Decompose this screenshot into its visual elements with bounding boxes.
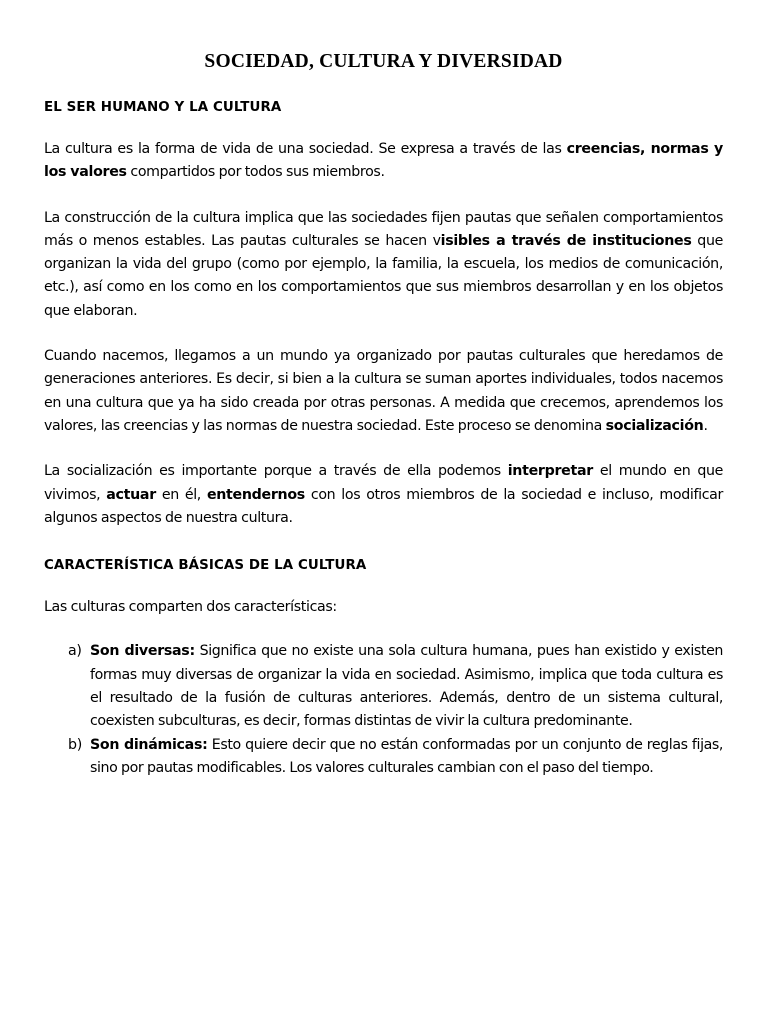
section-heading-caracteristicas: CARACTERÍSTICA BÁSICAS DE LA CULTURA bbox=[44, 558, 367, 574]
text-run: con los otros miembros de la sociedad e incluso, modificar algunos aspectos de nuestra cultura. bbox=[44, 486, 723, 526]
text-run: La cultura es la forma de vida de una sociedad. Se expresa a través de las bbox=[44, 141, 567, 157]
text-run: La construcción de la cultura implica que las sociedades fijen pautas que señalen comportamientos más o menos estables. Las pautas culturales se hacen v bbox=[44, 209, 723, 249]
list-item bbox=[44, 734, 723, 781]
text-run: que organizan la vida del grupo (como por ejemplo, la familia, la escuela, los medios de comunicación, etc.), así como en los como en los comportamientos que sus miembros desarrollan y en los objetos que elaboran. bbox=[44, 232, 723, 319]
list-item-text bbox=[90, 640, 723, 733]
paragraph-cultura-definicion bbox=[44, 138, 723, 185]
section-heading-ser-humano: EL SER HUMANO Y LA CULTURA bbox=[44, 100, 282, 115]
bold-term-creencias: creencias, normas y los valores bbox=[44, 141, 723, 181]
list-marker: b) bbox=[68, 736, 82, 753]
paragraph-caracteristicas-intro: Las culturas comparten dos características: bbox=[44, 599, 337, 616]
document-title: SOCIEDAD, CULTURA Y DIVERSIDAD bbox=[204, 51, 563, 72]
text-run: compartidos por todos sus miembros. bbox=[126, 164, 385, 181]
text-run: Cuando nacemos, llegamos a un mundo ya organizado por pautas culturales que heredamos de generaciones anteriores. Es decir, si bien a la cultura se suman aportes individuales, todos nacemos en una cultura que ya ha sido creada por otras personas. A medida que crecemos, aprendemos los valores, las creencias y las normas de nuestra sociedad. Este proceso se denomina bbox=[44, 348, 723, 434]
text-run: Esto quiere decir que no están conformadas por un conjunto de reglas fijas, sino por pautas modificables. Los valores culturales cambian con el paso del tiempo. bbox=[90, 736, 724, 776]
bold-term-instituciones: isibles a través de instituciones bbox=[440, 232, 692, 249]
characteristics-list bbox=[44, 640, 723, 780]
bold-term-actuar: actuar bbox=[106, 486, 156, 503]
text-run: La socialización es importante porque a través de ella podemos bbox=[44, 463, 508, 480]
bold-term-son-dinamicas: Son dinámicas: bbox=[90, 736, 208, 753]
list-item-text bbox=[90, 734, 723, 781]
list-item bbox=[44, 640, 723, 733]
paragraph-socializacion-importancia bbox=[44, 460, 723, 530]
text-run: . bbox=[703, 417, 708, 434]
paragraph-nacimiento-pautas bbox=[44, 345, 723, 438]
bold-term-socializacion: socialización bbox=[605, 417, 704, 434]
bold-term-interpretar: interpretar bbox=[507, 463, 593, 480]
bold-term-son-diversas: Son diversas: bbox=[90, 643, 195, 660]
bold-term-entendernos: entendernos bbox=[206, 486, 305, 503]
paragraph-construccion-cultura bbox=[44, 207, 723, 323]
text-run: Significa que no existe una sola cultura humana, pues han existido y existen formas muy diversas de organizar la vida en sociedad. Asimismo, implica que toda cultura es el resultado de la fusión de culturas anteriores. Además, dentro de un sistema cultural, coexisten subculturas, es decir, formas distintas de vivir la cultura predominante. bbox=[90, 643, 723, 730]
text-run: en él, bbox=[155, 486, 207, 503]
list-marker: a) bbox=[68, 643, 82, 660]
text-run: el mundo en que vivimos, bbox=[44, 463, 724, 503]
